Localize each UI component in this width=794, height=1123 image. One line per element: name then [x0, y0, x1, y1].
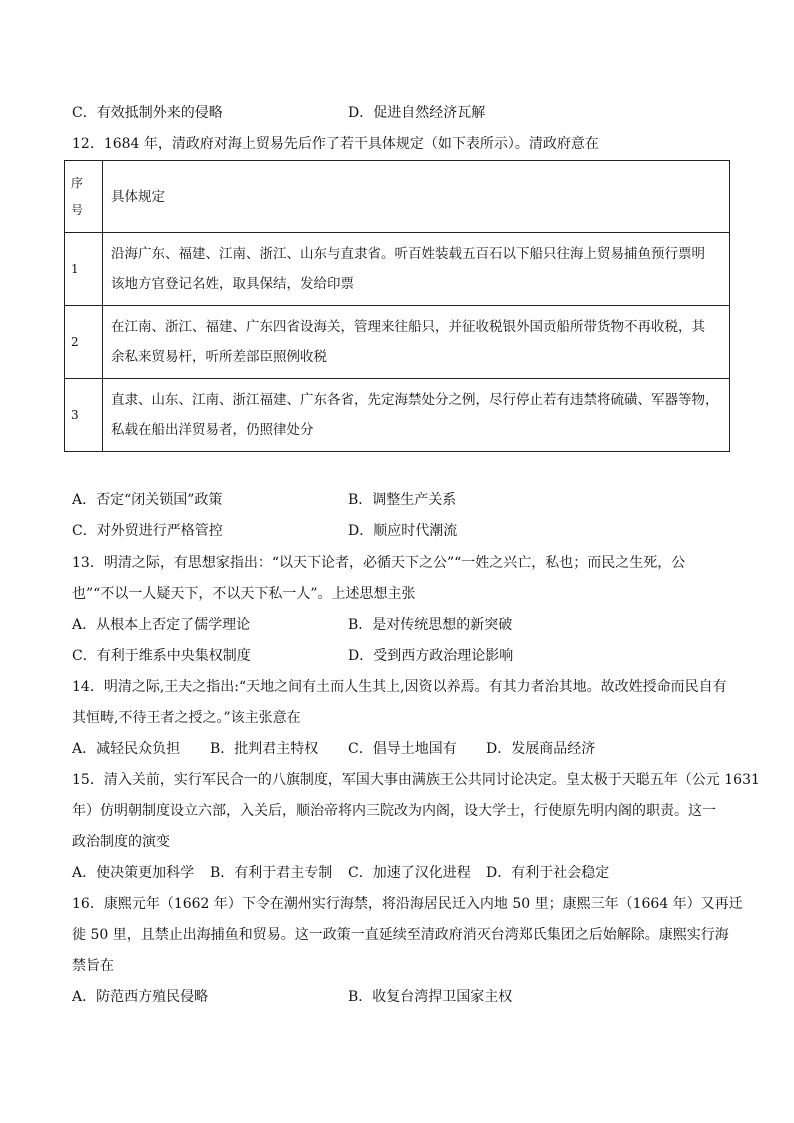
- q13-option-d[interactable]: D．受到西方政治理论影响: [348, 648, 514, 664]
- q12-rules-table: [64, 160, 730, 452]
- row-rule-line: 在江南、浙江、福建、广东四省设海关，管理来往船只，并征收税银外国贡船所带货物不再收税，其: [111, 319, 705, 335]
- header-num-label: 序号: [71, 175, 84, 217]
- q16-stem-line: 徙 50 里，且禁止出海捕鱼和贸易。这一政策一直延续至清政府消灭台湾郑氏集团之后始解除。康熙实行海: [72, 927, 729, 943]
- row-rule-line: 私载在船出洋贸易者，仍照律处分: [111, 422, 314, 438]
- table-header-rule: 具体规定: [103, 161, 730, 233]
- row-num: 2: [65, 306, 103, 379]
- q14-option-a[interactable]: A．减轻民众负担: [72, 741, 181, 757]
- q11-option-c[interactable]: C．有效抵制外来的侵略: [72, 105, 223, 121]
- row-num: 3: [65, 379, 103, 452]
- q12-option-d[interactable]: D．顺应时代潮流: [348, 523, 458, 539]
- q15-stem-line: 15．清入关前，实行军民合一的八旗制度，军国大事由满族王公共同讨论决定。皇太极于天聪五年（公元 1631: [72, 772, 760, 788]
- row-num: 1: [65, 233, 103, 306]
- q16-stem-line: 禁旨在: [72, 958, 114, 974]
- row-rule: [103, 306, 730, 379]
- q16-option-b[interactable]: B．收复台湾捍卫国家主权: [348, 989, 513, 1005]
- row-rule-line: 直隶、山东、江南、浙江福建、广东各省，先定海禁处分之例，尽行停止若有违禁将硫磺、军器等物，: [111, 392, 719, 408]
- table-row: [65, 379, 730, 452]
- table-header-num: [65, 161, 103, 233]
- table-row: [65, 233, 730, 306]
- q16-stem-line: 16．康熙元年（1662 年）下令在潮州实行海禁，将沿海居民迁入内地 50 里；康熙三年（1664 年）又再迁: [72, 896, 743, 912]
- q12-option-b[interactable]: B．调整生产关系: [348, 492, 457, 508]
- q16-option-a[interactable]: A．防范西方殖民侵略: [72, 989, 209, 1005]
- q14-option-d[interactable]: D．发展商品经济: [486, 741, 596, 757]
- q13-stem-line: 13．明清之际，有思想家指出：“以天下论者，必循天下之公”“一姓之兴亡，私也；而民之生死，公: [72, 555, 686, 571]
- q15-option-c[interactable]: C．加速了汉化进程: [348, 865, 471, 881]
- table-header-row: [65, 161, 730, 233]
- q14-option-c[interactable]: C．倡导土地国有: [348, 741, 457, 757]
- q15-stem-line: 年）仿明朝制度设立六部，入关后，顺治帝将内三院改为内阁，设大学士，行使原先明内阁的职责。这一: [72, 803, 716, 819]
- table-row: [65, 306, 730, 379]
- row-rule-line: 余私来贸易杆，听所差部臣照例收税: [111, 349, 327, 365]
- q14-stem-line: 14．明清之际,王夫之指出:“天地之间有土而人生其上,因资以养焉。有其力者治其地。故改姓授命而民自有: [72, 679, 727, 695]
- q11-option-d[interactable]: D．促进自然经济瓦解: [348, 105, 486, 121]
- row-rule: [103, 379, 730, 452]
- q15-option-b[interactable]: B．有利于君主专制: [210, 865, 333, 881]
- row-rule-line: 沿海广东、福建、江南、浙江、山东与直隶省。听百姓装载五百石以下船只往海上贸易捕鱼预行票明: [111, 246, 705, 262]
- q14-stem-line: 其恒畴,不待王者之授之。”该主张意在: [72, 710, 301, 726]
- q13-stem-line: 也”“不以一人疑天下，不以天下私一人”。上述思想主张: [72, 586, 416, 602]
- q13-option-b[interactable]: B．是对传统思想的新突破: [348, 617, 513, 633]
- q14-option-b[interactable]: B．批判君主特权: [210, 741, 319, 757]
- q13-option-c[interactable]: C．有利于维系中央集权制度: [72, 648, 251, 664]
- q12-option-a[interactable]: A．否定“闭关锁国”政策: [72, 492, 223, 508]
- q13-option-a[interactable]: A．从根本上否定了儒学理论: [72, 617, 251, 633]
- q15-option-a[interactable]: A．使决策更加科学: [72, 865, 195, 881]
- row-rule: [103, 233, 730, 306]
- q15-stem-line: 政治制度的演变: [72, 834, 170, 850]
- row-rule-line: 该地方官登记名姓，取具保结，发给印票: [111, 276, 354, 292]
- q15-option-d[interactable]: D．有利于社会稳定: [486, 865, 610, 881]
- q12-option-c[interactable]: C．对外贸进行严格管控: [72, 523, 223, 539]
- q12-stem: 12．1684 年，清政府对海上贸易先后作了若干具体规定（如下表所示）。清政府意在: [72, 136, 599, 152]
